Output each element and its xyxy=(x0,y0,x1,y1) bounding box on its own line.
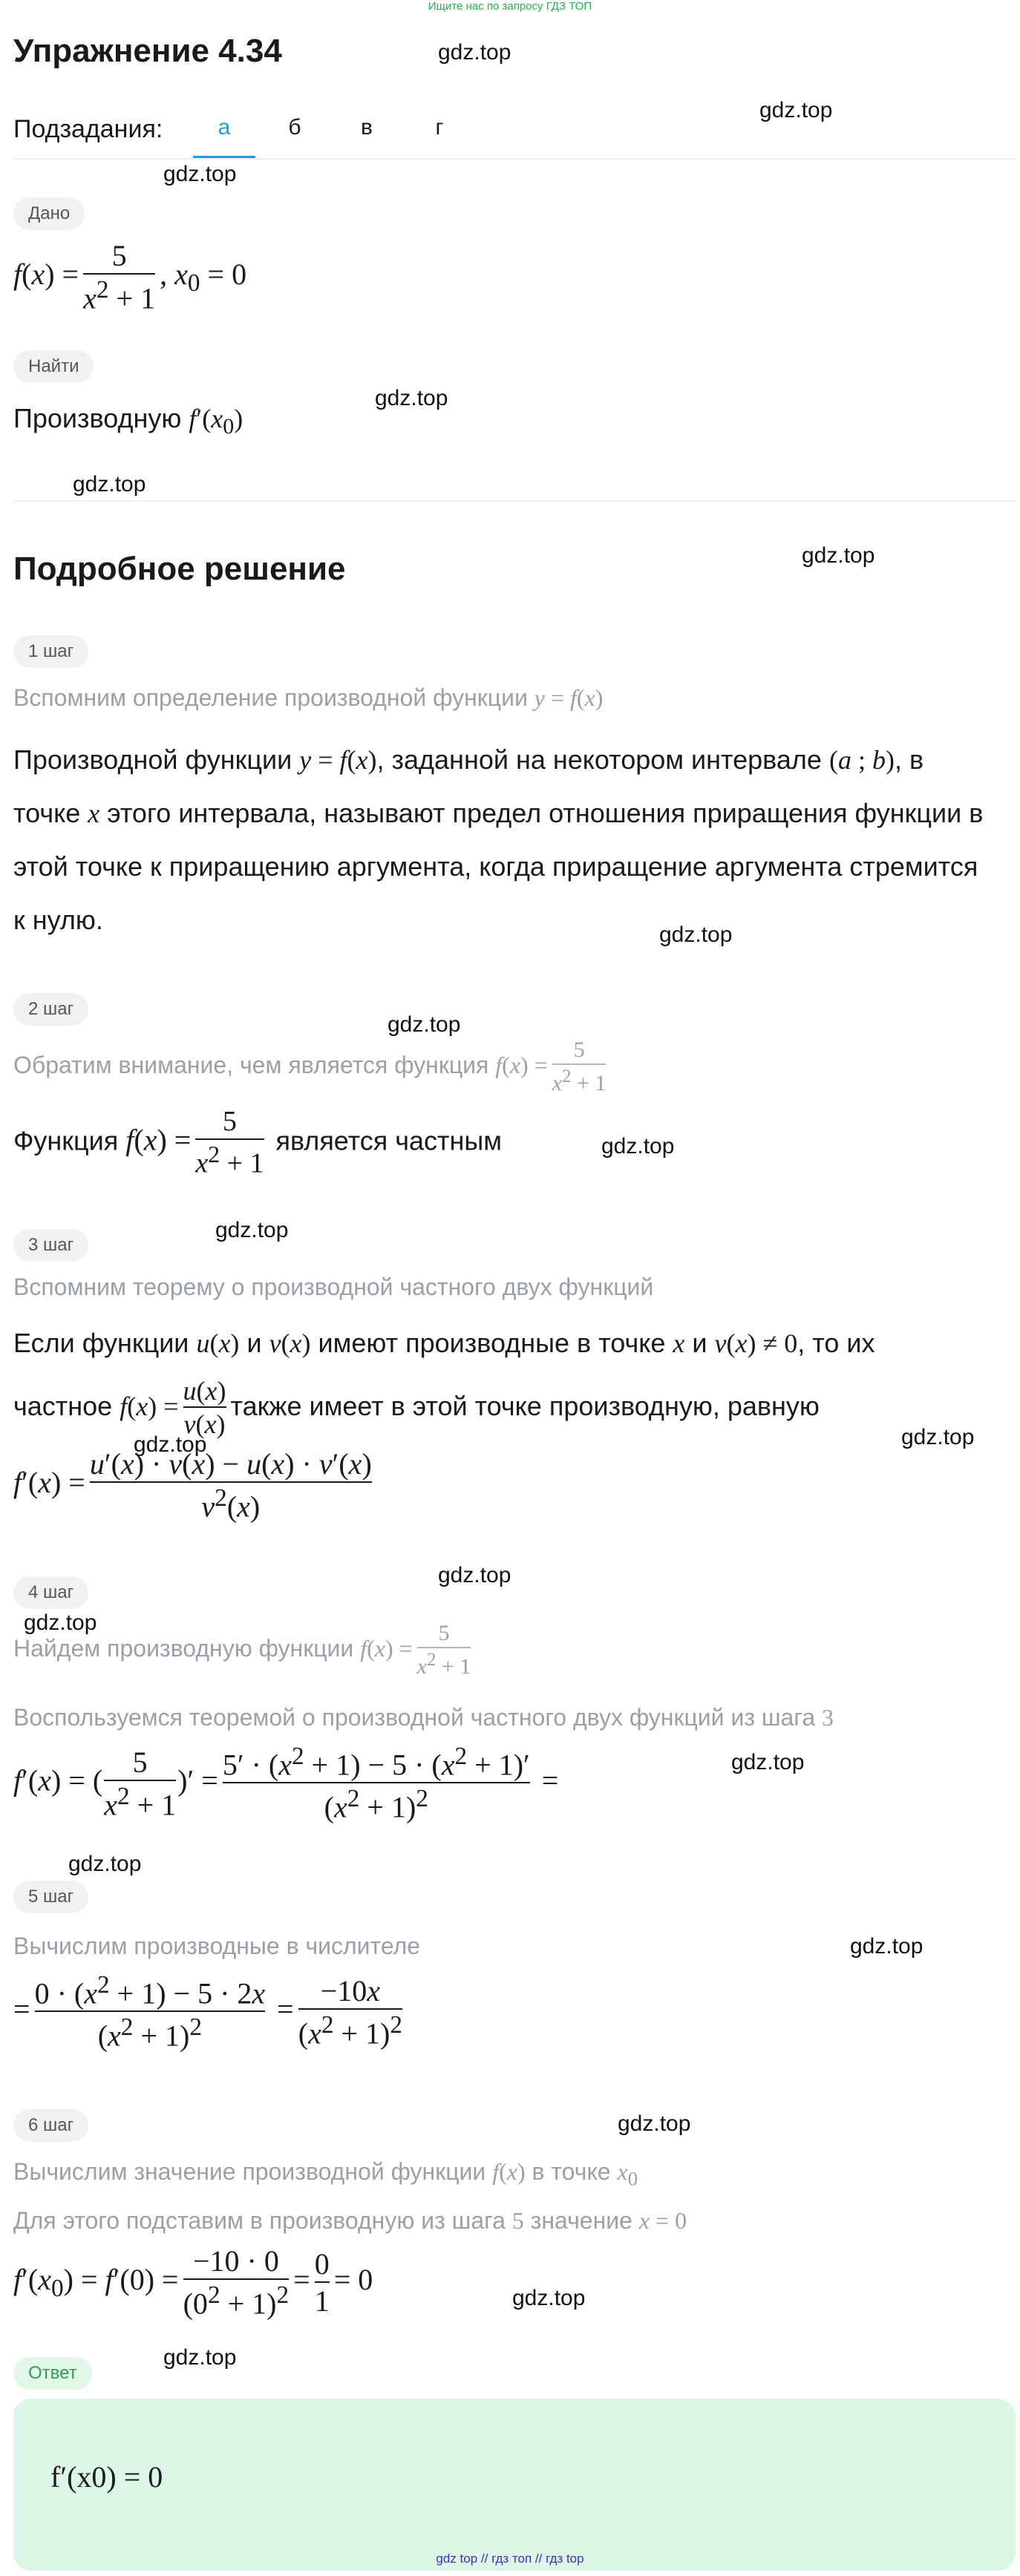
step-2-text: Функция f(x) = $\frac{5}{x^2 + 1}$ является частным xyxy=(13,1106,502,1179)
step-5-formula: = $\frac{0 \cdot (x^2 + 1) - 5 \cdot 2x}{(x^2 + 1)^2}$ = $\frac{-10x}{(x^2 + 1)^2}$ xyxy=(13,1971,403,2053)
solution-title: Подробное решение xyxy=(13,551,346,587)
watermark: gdz.top xyxy=(601,1134,675,1158)
step-1-text: Производной функции y = f(x), заданной на некотором интервале (a ; b), в точке x этого интервала, называют предел отношения приращения функции в этой точке к приращению аргумента, когда приращение аргумента стремится к нулю. xyxy=(13,744,984,935)
tab-g[interactable]: г xyxy=(435,115,444,140)
watermark: gdz.top xyxy=(388,1012,461,1037)
step-6-caption-2: Для этого подставим в производную из шага 5 значение x = 0 xyxy=(13,2207,687,2234)
watermark: gdz.top xyxy=(618,2111,691,2136)
footer-links[interactable]: gdz top // гдз топ // гдз top xyxy=(436,2552,584,2566)
find-badge: Найти xyxy=(13,350,94,383)
watermark: gdz.top xyxy=(659,922,733,947)
step-5-badge: 5 шаг xyxy=(13,1881,88,1913)
quotient-rule-formula: f′(x) = $\frac{u'(x) \cdot v(x) - u(x) \cdot v'(x)}{v^2(x)}$ xyxy=(13,1447,372,1524)
watermark: gdz.top xyxy=(759,98,833,122)
divider xyxy=(13,158,1016,160)
answer-formula: f′(x0) = 0 xyxy=(50,2460,163,2494)
tab-a[interactable]: а xyxy=(218,115,231,140)
step-6-badge: 6 шаг xyxy=(13,2109,88,2142)
watermark: gdz.top xyxy=(73,472,146,496)
step-4-caption: Найдем производную функции f(x) = $\frac{5}{x^2 + 1}$ xyxy=(13,1621,471,1679)
step-4-caption-2: Воспользуемся теоремой о производной частного двух функций из шага 3 xyxy=(13,1704,834,1731)
step-4-badge: 4 шаг xyxy=(13,1576,88,1609)
tab-v[interactable]: в xyxy=(361,115,373,140)
subtasks-label: Подзадания: xyxy=(13,115,163,143)
step-3-badge: 3 шаг xyxy=(13,1229,88,1262)
step-5-caption: Вычислим производные в числителе xyxy=(13,1933,421,1959)
tab-b[interactable]: б xyxy=(288,115,301,140)
step-2-badge: 2 шаг xyxy=(13,993,88,1026)
step-3-text: Если функции u(x) и v(x) имеют производные в точке x и v(x) ≠ 0, то их частное f(x) = $\frac{u(x)}{v(x)}$ также имеет в этой точке производную, равную xyxy=(13,1328,875,1440)
watermark: gdz.top xyxy=(438,40,511,65)
answer-box xyxy=(13,2399,1016,2571)
step-4-formula: f′(x) = ( $\frac{5}{x^2 + 1}$ )′ = $\frac{5' \cdot (x^2 + 1) - 5 \cdot (x^2 + 1)'}{(x^2 + 1)^2}$ = xyxy=(13,1743,559,1824)
page-title: Упражнение 4.34 xyxy=(13,33,282,69)
watermark: gdz.top xyxy=(512,2286,586,2310)
watermark: gdz.top xyxy=(68,1852,142,1876)
given-badge: Дано xyxy=(13,197,85,230)
watermark: gdz.top xyxy=(731,1750,805,1774)
watermark: gdz.top xyxy=(438,1563,511,1587)
watermark: gdz.top xyxy=(375,386,448,410)
step-6-formula: $f'(x_0) = f'(0)$ = $\frac{-10 \cdot 0}{(0^2 + 1)^2}$ = $\frac{0}{1}$ = 0 xyxy=(13,2244,373,2321)
watermark: gdz.top xyxy=(24,1610,97,1635)
step-1-caption: Вспомним определение производной функции y = f(x) xyxy=(13,684,604,711)
step-1-badge: 1 шаг xyxy=(13,635,88,668)
top-banner: Ищите нас по запросу ГДЗ ТОП xyxy=(428,0,592,13)
divider xyxy=(13,500,1016,502)
step-6-caption: Вычислим значение производной функции f(x) в точке $x_0$ xyxy=(13,2158,638,2190)
watermark: gdz.top xyxy=(163,162,237,186)
find-text: Производную $f'(x_0)$ xyxy=(13,403,243,439)
step-3-caption: Вспомним теорему о производной частного двух функций xyxy=(13,1274,654,1300)
watermark: gdz.top xyxy=(215,1218,289,1242)
watermark: gdz.top xyxy=(134,1432,207,1457)
step-2-caption: Обратим внимание, чем является функция f(x) = $\frac{5}{x^2 + 1}$ xyxy=(13,1038,607,1095)
watermark: gdz.top xyxy=(802,543,875,568)
watermark: gdz.top xyxy=(163,2345,237,2370)
watermark: gdz.top xyxy=(850,1934,923,1959)
answer-badge: Ответ xyxy=(13,2357,92,2390)
watermark: gdz.top xyxy=(901,1425,975,1449)
given-formula: f(x) = $\frac{5}{x^2 + 1}$ , $x_0 = 0$ xyxy=(13,239,247,315)
